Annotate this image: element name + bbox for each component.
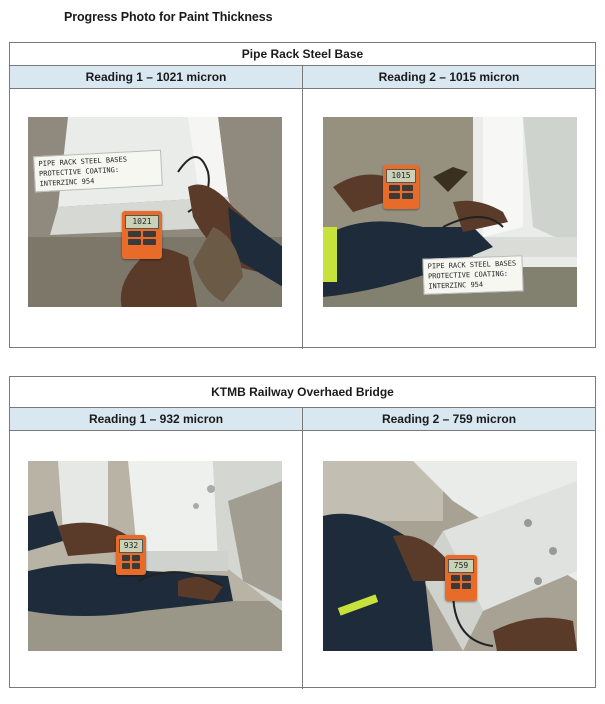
photo-cell	[10, 431, 302, 689]
photo-cell	[10, 89, 302, 349]
sign-line: PIPE RACK STEEL BASES	[427, 259, 517, 271]
gauge-keys	[122, 555, 140, 569]
section-ktmb-bridge	[9, 376, 596, 688]
gauge-keys	[128, 231, 156, 245]
section-title: Pipe Rack Steel Base	[10, 43, 595, 66]
gauge-display: 932	[119, 539, 143, 553]
thickness-gauge	[383, 165, 419, 209]
sign-line: PROTECTIVE COATING: INTERZINC 954	[38, 165, 120, 189]
label-sign	[33, 150, 163, 193]
reading-label: Reading 2 – 1015 micron	[302, 66, 595, 88]
photo-pipe-rack-reading-1	[28, 117, 282, 307]
reading-label: Reading 1 – 1021 micron	[10, 66, 302, 88]
sign-line: PIPE RACK STEEL BASES	[38, 155, 128, 169]
photo-row	[10, 431, 595, 689]
gauge-keys	[451, 575, 471, 589]
reading-label: Reading 2 – 759 micron	[302, 408, 595, 430]
thickness-gauge	[445, 555, 477, 601]
gauge-display: 1015	[386, 169, 416, 183]
section-pipe-rack	[9, 42, 596, 348]
thickness-gauge	[116, 535, 146, 575]
gauge-keys	[389, 185, 413, 199]
photo-cell	[302, 89, 595, 349]
gauge-display: 1021	[125, 215, 159, 229]
photo-ktmb-reading-2	[323, 461, 577, 651]
section-title: KTMB Railway Overhaed Bridge	[10, 377, 595, 408]
page-title: Progress Photo for Paint Thickness	[64, 10, 273, 24]
reading-label: Reading 1 – 932 micron	[10, 408, 302, 430]
sign-line: PROTECTIVE COATING: INTERZINC 954	[427, 269, 509, 291]
photo-ktmb-reading-1	[28, 461, 282, 651]
reading-header-row	[10, 66, 595, 89]
thickness-gauge	[122, 211, 162, 259]
label-sign	[422, 255, 523, 294]
gauge-display: 759	[448, 559, 474, 573]
reading-header-row	[10, 408, 595, 431]
photo-row	[10, 89, 595, 349]
photo-cell	[302, 431, 595, 689]
photo-pipe-rack-reading-2	[323, 117, 577, 307]
